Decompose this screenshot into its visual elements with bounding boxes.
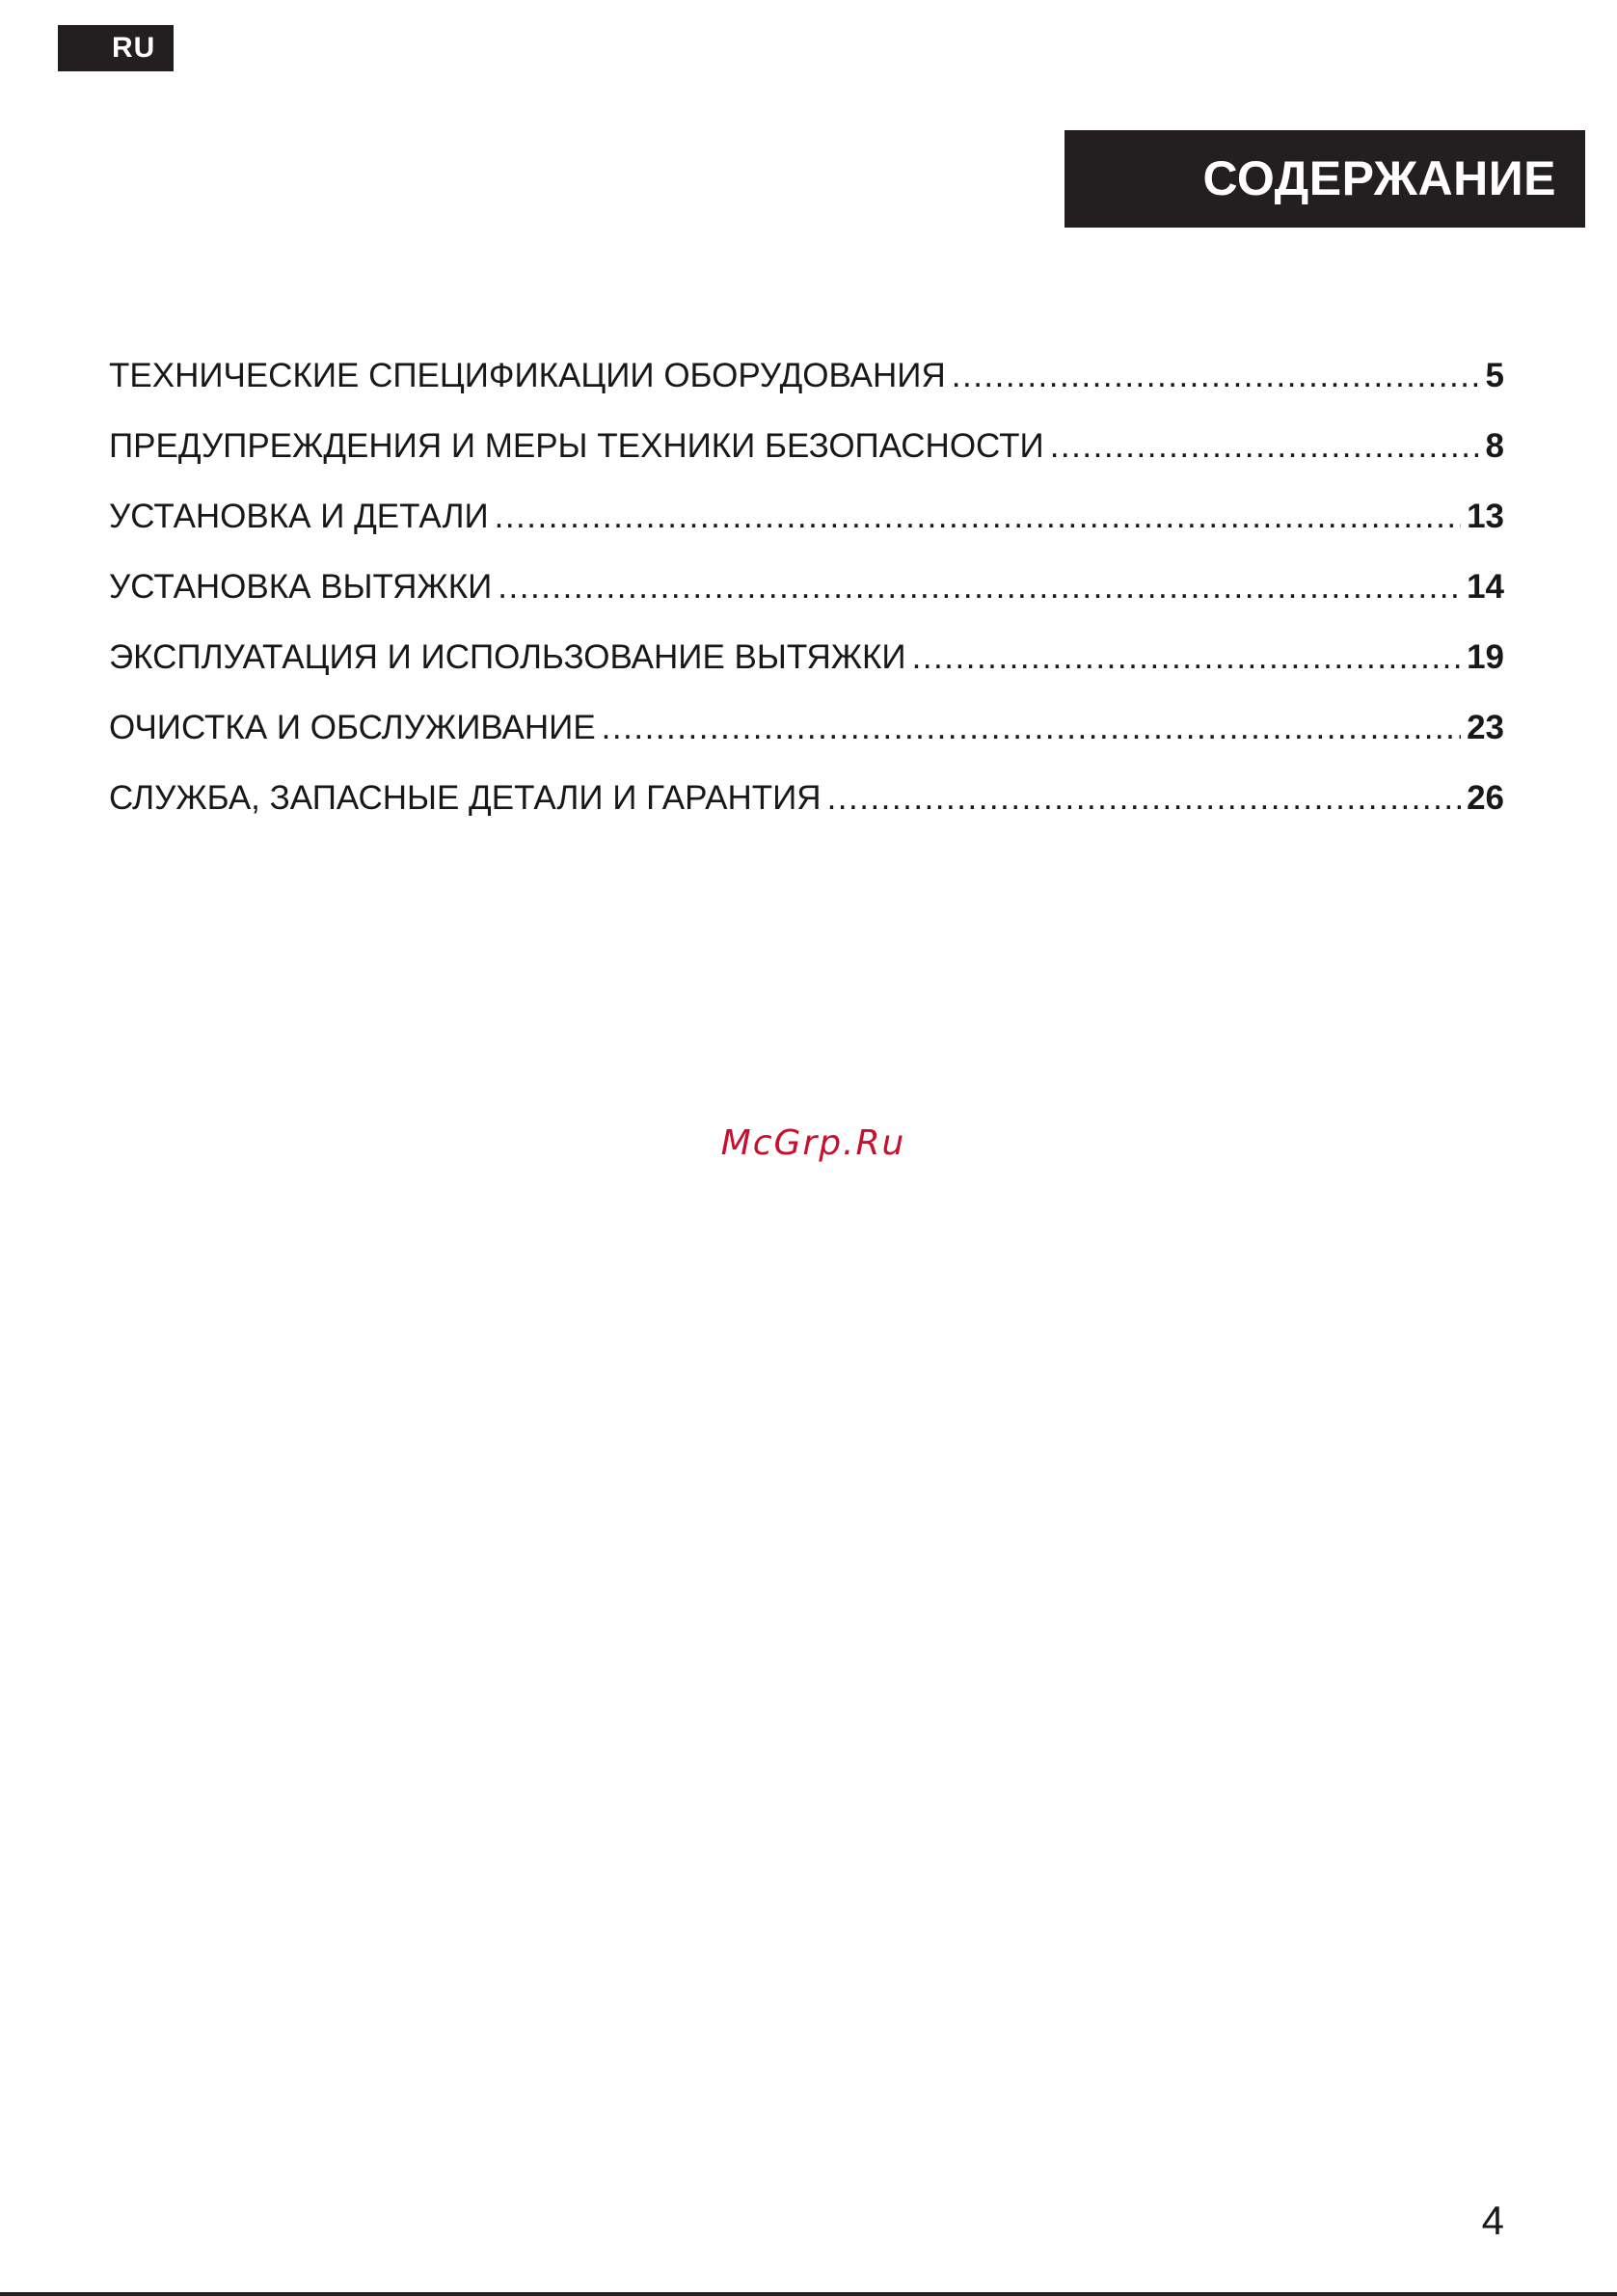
toc-dot-leader (827, 771, 1462, 825)
toc-entry-installation-parts[interactable] (109, 490, 1504, 560)
toc-dot-leader (498, 560, 1461, 614)
toc-entry-page: 13 (1467, 498, 1504, 535)
bottom-rule (0, 2292, 1617, 2296)
language-badge: RU (58, 25, 174, 71)
toc-entry-label: ТЕХНИЧЕСКИЕ СПЕЦИФИКАЦИИ ОБОРУДОВАНИЯ (109, 357, 946, 394)
toc-entry-page: 19 (1467, 638, 1504, 676)
toc-entry-page: 8 (1485, 427, 1504, 465)
watermark: McGrp.Ru (720, 1123, 906, 1163)
toc-dot-leader (912, 631, 1461, 685)
toc-entry-label: УСТАНОВКА ВЫТЯЖКИ (109, 568, 493, 606)
toc-entry-safety-warnings[interactable] (109, 419, 1504, 490)
toc-dot-leader (602, 701, 1461, 755)
toc-entry-page: 26 (1467, 779, 1504, 817)
table-of-contents (109, 349, 1504, 842)
toc-entry-operation[interactable] (109, 631, 1504, 701)
toc-entry-service-warranty[interactable] (109, 771, 1504, 842)
toc-entry-page: 23 (1467, 709, 1504, 746)
toc-dot-leader (1050, 419, 1480, 473)
page-number: 4 (1481, 2198, 1504, 2243)
page-title: СОДЕРЖАНИЕ (1065, 130, 1585, 228)
toc-entry-page: 14 (1467, 568, 1504, 606)
toc-entry-label: ЭКСПЛУАТАЦИЯ И ИСПОЛЬЗОВАНИЕ ВЫТЯЖКИ (109, 638, 906, 676)
toc-entry-hood-installation[interactable] (109, 560, 1504, 631)
toc-entry-label: ОЧИСТКА И ОБСЛУЖИВАНИЕ (109, 709, 596, 746)
toc-entry-label: ПРЕДУПРЕЖДЕНИЯ И МЕРЫ ТЕХНИКИ БЕЗОПАСНОСТИ (109, 427, 1044, 465)
toc-entry-cleaning[interactable] (109, 701, 1504, 771)
toc-dot-leader (495, 490, 1461, 544)
toc-entry-page: 5 (1485, 357, 1504, 394)
toc-dot-leader (952, 349, 1480, 403)
toc-entry-specifications[interactable] (109, 349, 1504, 419)
toc-entry-label: УСТАНОВКА И ДЕТАЛИ (109, 498, 489, 535)
toc-entry-label: СЛУЖБА, ЗАПАСНЫЕ ДЕТАЛИ И ГАРАНТИЯ (109, 779, 822, 817)
